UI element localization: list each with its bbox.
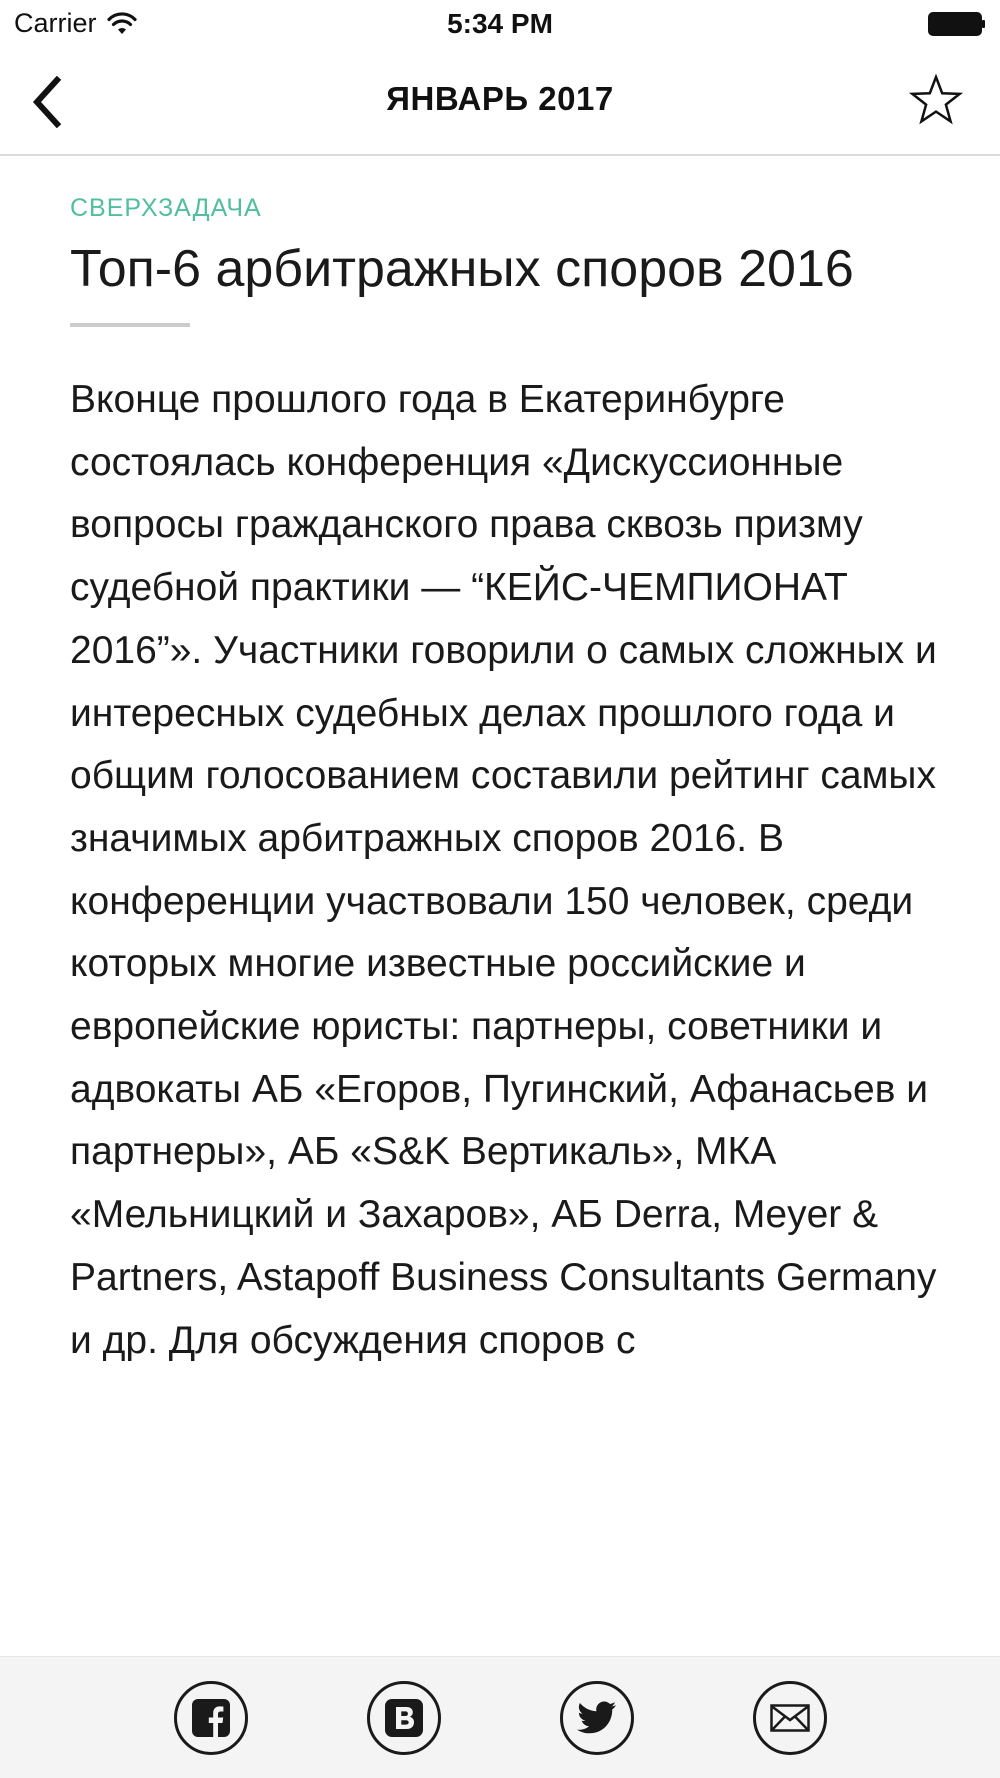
status-bar <box>0 0 1000 50</box>
back-button[interactable] <box>20 74 72 130</box>
article-body: Вконце прошлого года в Екатеринбурге состоялась конференция «Дискуссионные вопросы гражданского права сквозь призму судебной практики — “КЕЙС-ЧЕМПИОНАТ 2016”». Участники говорили о самых сложных и интересных судебных делах прошлого года и общим голосованием составили рейтинг самых значимых арбитражных споров 2016. В конференции участвовали 150 человек, среди которых многие известные российские и европейские юристы: партнеры, советники и адвокаты АБ «Егоров, Пугинский, Афанасьев и партнеры», АБ «S&K Вертикаль», МКА «Мельницкий и Захаров», АБ Derra, Meyer & Partners, Astapoff Business Consultants Germany и др. Для обсуждения споров с <box>70 378 937 1362</box>
chevron-left-icon <box>29 76 63 128</box>
carrier-label: Carrier <box>14 8 97 38</box>
battery-icon <box>928 12 986 36</box>
vk-icon <box>385 1699 423 1737</box>
article-category[interactable]: СВЕРХЗАДАЧА <box>70 194 262 222</box>
facebook-icon <box>192 1699 230 1737</box>
share-vk-button[interactable] <box>367 1681 441 1755</box>
favorite-button[interactable] <box>908 72 964 128</box>
share-bar <box>0 1656 1000 1778</box>
share-twitter-button[interactable] <box>560 1681 634 1755</box>
twitter-icon <box>577 1701 617 1735</box>
page-title: ЯНВАРЬ 2017 <box>386 80 614 117</box>
share-facebook-button[interactable] <box>174 1681 248 1755</box>
title-divider <box>70 323 190 327</box>
navigation-bar <box>0 50 1000 156</box>
status-time: 5:34 PM <box>447 8 553 39</box>
article-title: Топ-6 арбитражных споров 2016 <box>70 240 854 298</box>
email-icon <box>770 1704 810 1732</box>
share-email-button[interactable] <box>753 1681 827 1755</box>
article-content <box>70 154 950 1656</box>
star-outline-icon <box>909 74 963 126</box>
